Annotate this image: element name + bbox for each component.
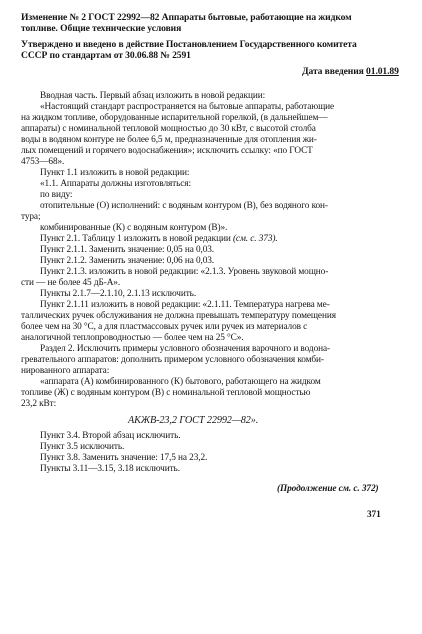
- body-line: Пункт 2.1.3. изложить в новой редакции: «2.1.3. Уровень звуковой мощно-: [40, 267, 329, 277]
- body-line: по виду:: [40, 190, 73, 200]
- header-line-3: Утверждено и введено в действие Постановлением Государственного комитета: [21, 39, 357, 50]
- body-line: комбинированные (К) с водяным контуром (В)».: [40, 223, 228, 233]
- header-line-1: Изменение № 2 ГОСТ 22992—82 Аппараты бытовые, работающие на жидком: [21, 12, 352, 23]
- body-line: Вводная часть. Первый абзац изложить в новой редакции:: [40, 91, 266, 101]
- body-line: аппараты) с номинальной тепловой мощностью до 30 кВт, с высотой столба: [21, 124, 316, 134]
- body-line: Пункт 3.8. Заменить значение: 17,5 на 23,2.: [40, 453, 208, 463]
- body-line: [40, 234, 278, 245]
- body-line: «1.1. Аппараты должны изготовляться:: [40, 179, 191, 189]
- header-line-4: СССР по стандартам от 30.06.88 № 2591: [21, 50, 191, 61]
- continuation-note: (Продолжение см. с. 372): [277, 484, 379, 494]
- body-line: топливе (Ж) с водяным контуром (В) с номинальной тепловой мощностью: [21, 388, 311, 398]
- body-line: гревательного аппаратов: дополнить примером условного обозначения комби-: [21, 355, 324, 365]
- body-line: 23,2 кВт:: [21, 399, 57, 409]
- table-reference: (см. с. 373).: [232, 234, 278, 244]
- body-line: «Настоящий стандарт распространяется на бытовые аппараты, работающие: [40, 102, 335, 112]
- page-number: 371: [367, 510, 381, 520]
- body-line: «аппарата (А) комбинированного (К) бытового, работающего на жидком: [40, 377, 321, 387]
- body-line: аналогичной теплопроводностью — более чем на 25 °С».: [21, 333, 244, 343]
- body-line: Пункт 3.4. Второй абзац исключить.: [40, 431, 181, 441]
- body-line-text: Пункт 2.1. Таблицу 1 изложить в новой редакции: [40, 234, 231, 244]
- body-line: тура;: [21, 212, 41, 222]
- body-line: 4753—68».: [21, 157, 65, 167]
- effective-date: [302, 66, 399, 77]
- designation-example: АКЖВ-23,2 ГОСТ 22992—82».: [128, 415, 259, 426]
- body-line: Пункты 3.11—3.15, 3.18 исключить.: [40, 464, 180, 474]
- body-line: нированного аппарата:: [21, 366, 110, 376]
- body-line: Пункты 2.1.7—2.1.10, 2.1.13 исключить.: [40, 289, 197, 299]
- body-line: таллических ручек обслуживания не должна превышать температуру помещения: [21, 311, 336, 321]
- body-line: сти — не более 45 дБ-А».: [21, 278, 121, 288]
- body-line: Пункт 2.1.11 изложить в новой редакции: «2.1.11. Температура нагрева ме-: [40, 300, 330, 310]
- header-line-2: топливе. Общие технические условия: [21, 23, 182, 34]
- date-value: 01.01.89: [366, 66, 399, 77]
- body-line: отопительные (О) исполнений: с водяным контуром (В), без водяного кон-: [40, 201, 328, 211]
- body-line: воды в водяном контуре не более 6,5 м, предназначенные для отопления жи-: [21, 135, 317, 145]
- body-line: Пункт 2.1.1. Заменить значение: 0,05 на 0,03.: [40, 245, 215, 255]
- date-label: Дата введения: [302, 66, 364, 77]
- body-line: на жидком топливе, оборудованные испарительной горелкой, (в дальнейшем—: [21, 113, 328, 123]
- body-line: более чем на 30 °С, а для пластмассовых ручек или ручек из материалов с: [21, 322, 308, 332]
- body-line: Раздел 2. Исключить примеры условного обозначения варочного и водона-: [40, 344, 331, 354]
- body-line: Пункт 2.1.2. Заменить значение: 0,06 на 0,03.: [40, 256, 215, 266]
- body-line: лых помещений и горячего водоснабжения»; исключить ссылку: «по ГОСТ: [21, 146, 313, 156]
- body-line: Пункт 1.1 изложить в новой редакции:: [40, 168, 190, 178]
- body-line: Пункт 3.5 исключить.: [40, 442, 125, 452]
